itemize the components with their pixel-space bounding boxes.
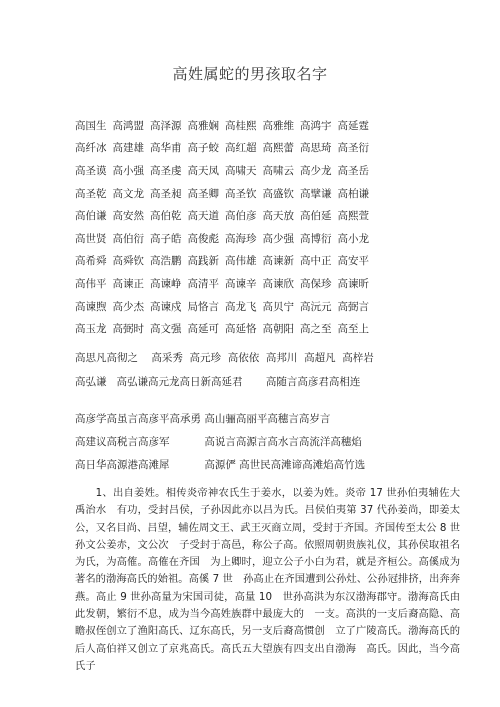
name-entry: 高擘谦 [300, 187, 332, 200]
name-entry: 高谏正 [112, 277, 144, 290]
name-entry: 高少强 [262, 232, 294, 245]
name-entry: 高小龙 [337, 232, 369, 245]
name-entry: 高思凡高彻之 [75, 352, 138, 364]
name-entry: 高中正 [300, 255, 332, 268]
name-entry: 高延恪 [225, 323, 257, 336]
name-row [75, 182, 455, 205]
name-entry: 高龙飞 [225, 300, 257, 313]
wide-row-1 [75, 350, 374, 365]
name-entry: 高桂熙 [225, 119, 257, 132]
name-entry: 高延霆 [337, 119, 369, 132]
name-row [75, 159, 455, 182]
name-entry: 高邦川 [265, 352, 298, 364]
name-group: 高源俨 高世民高滩谛高滩焰高竹选 [204, 459, 366, 471]
name-group: 高彦学高虽言高彦平高承勇 [75, 413, 201, 425]
group-row-3 [75, 457, 365, 472]
name-entry: 高圣昶 [150, 187, 182, 200]
name-entry: 高雅维 [262, 119, 294, 132]
name-entry: 高世贤 [75, 232, 107, 245]
name-entry: 高熙蕾 [262, 142, 294, 155]
name-row [75, 227, 455, 250]
name-row [75, 114, 455, 137]
paragraph-text: 1、出自姜姓。相传炎帝神农氏生于姜水，以姜为姓。炎帝 17 世孙伯夷辅佐大禹治水 有功，受封吕侯，子孙因此亦以吕为氏。吕侯伯夷第 37 代孙姜尚，即姜太公，又名目尚、吕望，辅佐周文王、武王灭商立周，受封于齐国。齐国传至太公 8 世孙文公姜赤，文公次 子受封于高邑，称公子高。依照周朝贵族礼仪，其孙侯取祖名为氏，为高傕。高傕在齐国 为上卿时，迎立公子小白为君，就是齐桓公。高傒成为著名的渤海高氏的始祖。高傒 7 世 孙高止在齐国遭到公孙灶、公孙冠排挤，出奔奔燕。高止 9 世孙高量为宋国司徒，高量 10 世孙高洪为东汉渤海郡守。渤海高氏由此发朝，繁衍不息，成为当今高姓族群中最庞大的 一支。高洪的一支后裔高隐、高瞻叔侄创立了渔阳高氏、辽东高氏，另一支后裔高惯创 立了广陵高氏。渤海高氏的后人高伯祥又创立了京兆高氏。高氏五大望族有四支出自渤海 高氏。因此，当今高氏子 [75, 487, 460, 672]
name-entry: 高伯衍 [112, 232, 144, 245]
name-entry: 高文龙 [112, 187, 144, 200]
name-entry: 高至上 [337, 323, 369, 336]
document-title: 高姓属蛇的男孩取名字 [172, 65, 328, 83]
name-entry: 高天凤 [187, 164, 219, 177]
name-entry: 高伯谦 [75, 210, 107, 223]
name-entry: 高小强 [112, 164, 144, 177]
name-entry: 高纤冰 [75, 142, 107, 155]
name-row [75, 137, 455, 160]
name-row [75, 250, 455, 273]
name-entry: 高圣虔 [150, 164, 182, 177]
name-entry: 高圣钦 [225, 187, 257, 200]
name-entry: 高啸云 [262, 164, 294, 177]
name-entry: 高谏煦 [75, 300, 107, 313]
name-entry: 高子皓 [150, 232, 182, 245]
name-entry: 高随言高彦君高相连 [265, 376, 361, 388]
name-entry: 高梓岩 [342, 352, 374, 364]
name-entry: 高谏戍 [150, 300, 182, 313]
name-entry: 高谏昕 [337, 277, 369, 290]
name-entry: 高超凡 [304, 352, 336, 364]
name-entry: 局恪言 [187, 300, 219, 313]
name-entry: 高弼言 [337, 300, 369, 313]
name-group: 高山骊高丽平高穗言高岁言 [204, 413, 331, 425]
name-entry: 高弼时 [112, 323, 144, 336]
name-entry: 高伟平 [75, 277, 107, 290]
name-entry: 高盛钦 [262, 187, 294, 200]
name-group: 高建议高税言高彦军 [75, 436, 170, 448]
name-entry: 高延可 [187, 323, 219, 336]
name-entry: 高采秀 [151, 352, 183, 364]
name-entry: 高俊彪 [187, 232, 219, 245]
name-entry: 高子蛟 [187, 142, 219, 155]
name-entry: 高少龙 [300, 164, 332, 177]
name-entry: 高泽源 [150, 119, 182, 132]
name-entry: 高伯彦 [225, 210, 257, 223]
name-entry: 高伟雄 [225, 255, 257, 268]
name-entry: 高沅元 [300, 300, 332, 313]
name-entry: 高谏欣 [262, 277, 294, 290]
origin-paragraph [75, 485, 460, 675]
name-entry: 高柏谦 [337, 187, 369, 200]
name-entry: 高红超 [225, 142, 257, 155]
name-entry: 高依依 [227, 352, 260, 364]
name-entry: 高希舜 [75, 255, 107, 268]
name-entry: 高之至 [300, 323, 332, 336]
name-entry: 高舜钦 [112, 255, 144, 268]
group-row-1 [75, 411, 330, 426]
name-entry: 高元珍 [189, 352, 222, 364]
name-entry: 高贝宁 [262, 300, 294, 313]
name-entry: 高华甫 [150, 142, 182, 155]
name-entry: 高安平 [337, 255, 369, 268]
name-entry: 高弘谦高元龙高日新高延君 [116, 376, 243, 388]
name-entry: 高鸿宇 [300, 119, 332, 132]
name-entry: 高建雄 [112, 142, 144, 155]
name-entry: 高圣谟 [75, 164, 107, 177]
name-entry: 高谏新 [262, 255, 294, 268]
name-entry: 高天道 [187, 210, 219, 223]
name-entry: 高圣岳 [337, 164, 369, 177]
name-entry: 高国生 [75, 119, 107, 132]
name-entry: 高文强 [150, 323, 182, 336]
name-entry: 高谏峥 [150, 277, 182, 290]
name-entry: 高博衍 [300, 232, 332, 245]
name-entry: 高践新 [187, 255, 219, 268]
name-entry: 高啸天 [225, 164, 257, 177]
name-entry: 高伯乾 [150, 210, 182, 223]
name-entry: 高玉龙 [75, 323, 107, 336]
name-row [75, 295, 455, 318]
name-row [75, 272, 455, 295]
wide-row-2 [75, 374, 360, 389]
group-row-2 [75, 434, 362, 449]
name-entry: 高伯延 [300, 210, 332, 223]
name-group: 高日华高源港高滩犀 [75, 459, 170, 471]
name-entry: 高思琦 [300, 142, 332, 155]
name-entry: 高熙萱 [337, 210, 369, 223]
name-row [75, 317, 455, 340]
name-entry: 高圣乾 [75, 187, 107, 200]
name-entry: 高圣衍 [337, 142, 369, 155]
name-group: 高说言高源言高水言高流洋高穗焰 [204, 436, 362, 448]
name-entry: 高浩鹏 [150, 255, 182, 268]
name-entry: 高天放 [262, 210, 294, 223]
name-entry: 高少杰 [112, 300, 144, 313]
name-entry: 高海珍 [225, 232, 257, 245]
name-row [75, 204, 455, 227]
name-entry: 高朝阳 [262, 323, 294, 336]
name-entry: 高雅娴 [187, 119, 219, 132]
name-grid [75, 114, 455, 340]
name-entry: 高弘谦 [75, 376, 107, 388]
name-entry: 高谏辛 [225, 277, 257, 290]
name-entry: 高保珍 [300, 277, 332, 290]
name-entry: 高圣卿 [187, 187, 219, 200]
name-entry: 高鸿盟 [112, 119, 144, 132]
name-entry: 高安然 [112, 210, 144, 223]
name-entry: 高清平 [187, 277, 219, 290]
